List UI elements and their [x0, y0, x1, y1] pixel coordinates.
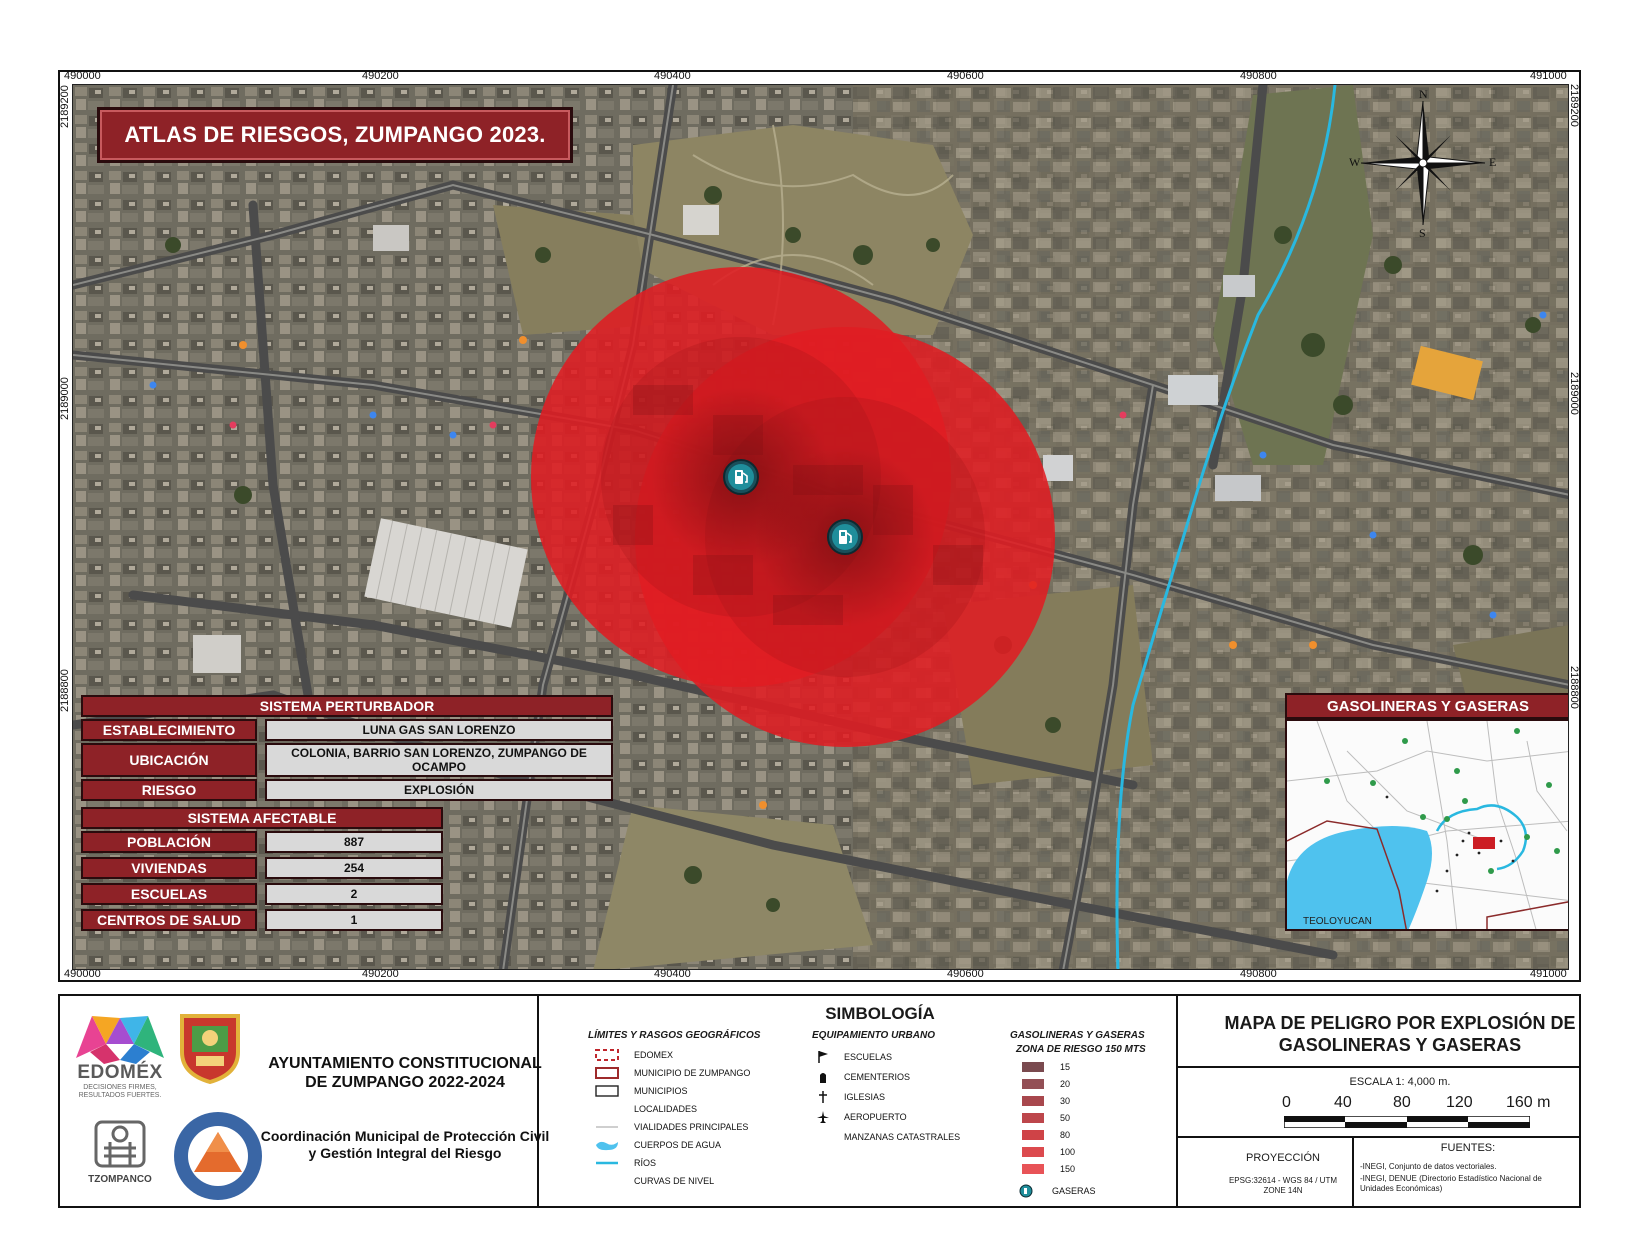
x-tick-bottom: 490200 — [362, 968, 399, 980]
y-tick: 2188800 — [59, 669, 71, 712]
scale-tick: 120 — [1446, 1094, 1473, 1111]
legend-iglesias: IGLESIAS — [816, 1090, 885, 1104]
risk-zone-swatch — [1022, 1147, 1044, 1157]
projection-label: PROYECCIÓN — [1246, 1152, 1320, 1164]
scale-tick: 40 — [1334, 1094, 1352, 1111]
gas-header-1: GASOLINERAS Y GASERAS — [1010, 1030, 1145, 1041]
projection-value: EPSG:32614 - WGS 84 / UTM ZONE 14N — [1228, 1176, 1338, 1195]
value-ubicacion: COLONIA, BARRIO SAN LORENZO, ZUMPANGO DE OCAMPO — [265, 743, 613, 777]
legend-edomex: EDOMEX — [594, 1048, 673, 1062]
legend-manzanas: MANZANAS CATASTRALES — [844, 1132, 961, 1142]
value-establecimiento: LUNA GAS SAN LORENZO — [265, 719, 613, 741]
satellite-map[interactable] — [72, 84, 1569, 970]
scale-label: ESCALA 1: 4,000 m. — [1349, 1076, 1451, 1088]
sources-label: FUENTES: — [1440, 1142, 1496, 1154]
edomex-wordmark: EDOMÉX — [77, 1062, 163, 1083]
airplane-icon — [816, 1110, 830, 1124]
x-tick-bottom: 490600 — [947, 968, 984, 980]
inset-map[interactable] — [1285, 719, 1569, 931]
value-riesgo: EXPLOSIÓN — [265, 779, 613, 801]
legend-rios: RÍOS — [594, 1156, 656, 1170]
legend-localidades: LOCALIDADES — [634, 1104, 698, 1114]
legend-curvas: CURVAS DE NIVEL — [634, 1176, 715, 1186]
divider — [537, 996, 539, 1206]
source-item: -INEGI, DENUE (Directorio Estadístico Nacional de Unidades Económicas) — [1360, 1174, 1542, 1193]
x-tick-bottom: 490800 — [1240, 968, 1277, 980]
gas-station-icon — [828, 520, 862, 554]
sistema-perturbador-header: SISTEMA PERTURBADOR — [81, 695, 613, 717]
divider — [1176, 1066, 1581, 1068]
y-tick: 2189200 — [59, 85, 71, 128]
risk-zone-swatch — [1022, 1079, 1044, 1089]
scale-tick: 80 — [1393, 1094, 1411, 1111]
proteccion-civil-logo-icon — [172, 1110, 264, 1202]
atlas-title: ATLAS DE RIESGOS, ZUMPANGO 2023. — [97, 107, 573, 163]
x-tick: 491000 — [1530, 70, 1567, 82]
x-tick: 490000 — [64, 70, 101, 82]
tzompanco-label: TZOMPANCO — [88, 1174, 152, 1185]
legend-aeropuerto: AEROPUERTO — [816, 1110, 907, 1124]
risk-zone-swatch — [1022, 1164, 1044, 1174]
risk-zone-swatch — [1022, 1113, 1044, 1123]
risk-zone-legend-item: 150 — [1022, 1164, 1075, 1174]
label-ubicacion: UBICACIÓN — [81, 743, 257, 777]
inset-title: GASOLINERAS Y GASERAS — [1285, 693, 1569, 719]
map-legend-footer — [58, 994, 1581, 1208]
x-tick: 490800 — [1240, 70, 1277, 82]
inset-location-marker — [1473, 837, 1495, 849]
risk-zone-legend-item: 100 — [1022, 1147, 1075, 1157]
scale-tick: 160 m — [1506, 1094, 1551, 1111]
tombstone-icon — [816, 1070, 830, 1084]
label-escuelas: ESCUELAS — [81, 883, 257, 905]
legend-gaseras: GASERAS — [1018, 1184, 1096, 1198]
map-frame — [58, 70, 1581, 982]
risk-zone-swatch — [1022, 1062, 1044, 1072]
black-boundary-icon — [594, 1084, 620, 1098]
scale-bar — [1284, 1116, 1530, 1128]
source-item: -INEGI, Conjunto de datos vectoriales. — [1360, 1162, 1497, 1171]
x-tick: 490200 — [362, 70, 399, 82]
legend-cuerpos-agua: CUERPOS DE AGUA — [594, 1138, 721, 1152]
edomex-slogan: DECISIONES FIRMES, RESULTADOS FUERTES. — [78, 1084, 162, 1099]
risk-zone-swatch — [1022, 1096, 1044, 1106]
label-establecimiento: ESTABLECIMIENTO — [81, 719, 257, 741]
x-tick-bottom: 491000 — [1530, 968, 1567, 980]
flag-icon — [816, 1050, 830, 1064]
divider — [1176, 1136, 1581, 1138]
river-line-icon — [594, 1156, 620, 1170]
legend-vialidades: VIALIDADES PRINCIPALES — [594, 1120, 748, 1134]
value-poblacion: 887 — [265, 831, 443, 853]
risk-zone-legend-item: 50 — [1022, 1113, 1070, 1123]
gas-station-icon — [724, 460, 758, 494]
risk-zone-legend-item: 30 — [1022, 1096, 1070, 1106]
simbologia-title: SIMBOLOGÍA — [825, 1004, 935, 1023]
risk-zone-legend-item: 20 — [1022, 1079, 1070, 1089]
label-poblacion: POBLACIÓN — [81, 831, 257, 853]
x-tick: 490600 — [947, 70, 984, 82]
label-viviendas: VIVIENDAS — [81, 857, 257, 879]
gas-header-2: ZONA DE RIESGO 150 MTS — [1016, 1044, 1146, 1055]
gas-station-icon — [1018, 1184, 1038, 1198]
legend-cementerios: CEMENTERIOS — [816, 1070, 910, 1084]
tzompanco-glyph-icon — [88, 1114, 152, 1178]
limites-header: LÍMITES Y RASGOS GEOGRÁFICOS — [588, 1030, 761, 1041]
compass-n: N — [1419, 87, 1428, 101]
y-tick-right: 2189200 — [1568, 84, 1580, 127]
y-tick-right: 2188800 — [1568, 666, 1580, 709]
risk-zone-swatch — [1022, 1130, 1044, 1140]
road-line-icon — [594, 1120, 620, 1134]
x-tick: 490400 — [654, 70, 691, 82]
value-escuelas: 2 — [265, 883, 443, 905]
map-title: MAPA DE PELIGRO POR EXPLOSIÓN DE GASOLINERAS Y GASERAS — [1224, 1013, 1576, 1055]
inset-map-canvas — [1287, 721, 1569, 931]
ayuntamiento-title: AYUNTAMIENTO CONSTITUCIONAL DE ZUMPANGO 2022-2024 — [268, 1055, 542, 1091]
risk-zone-legend-item: 15 — [1022, 1062, 1070, 1072]
value-viviendas: 254 — [265, 857, 443, 879]
sistema-afectable-header: SISTEMA AFECTABLE — [81, 807, 443, 829]
legend-municipio: MUNICIPIO DE ZUMPANGO — [594, 1066, 750, 1080]
compass-w: W — [1349, 155, 1361, 169]
x-tick-bottom: 490000 — [64, 968, 101, 980]
compass-s: S — [1419, 226, 1426, 240]
coordinacion-title: Coordinación Municipal de Protección Civil y Gestión Integral del Riesgo — [260, 1128, 550, 1161]
dashed-boundary-icon — [594, 1048, 620, 1062]
label-centros-salud: CENTROS DE SALUD — [81, 909, 257, 931]
y-tick: 2189000 — [59, 377, 71, 420]
divider — [1176, 996, 1178, 1206]
risk-zone-legend-item: 80 — [1022, 1130, 1070, 1140]
cross-icon — [816, 1090, 830, 1104]
label-riesgo: RIESGO — [81, 779, 257, 801]
scale-tick: 0 — [1282, 1094, 1291, 1111]
water-body-icon — [594, 1138, 620, 1152]
legend-municipios: MUNICIPIOS — [594, 1084, 688, 1098]
value-centros-salud: 1 — [265, 909, 443, 931]
compass-e: E — [1489, 155, 1497, 169]
equipamiento-header: EQUIPAMIENTO URBANO — [812, 1030, 935, 1041]
red-boundary-icon — [594, 1066, 620, 1080]
x-tick-bottom: 490400 — [654, 968, 691, 980]
y-tick-right: 2189000 — [1568, 372, 1580, 415]
legend-escuelas: ESCUELAS — [816, 1050, 892, 1064]
zumpango-seal-icon — [178, 1010, 242, 1084]
divider — [1352, 1136, 1354, 1208]
inset-place-label: TEOLOYUCAN — [1303, 916, 1372, 927]
